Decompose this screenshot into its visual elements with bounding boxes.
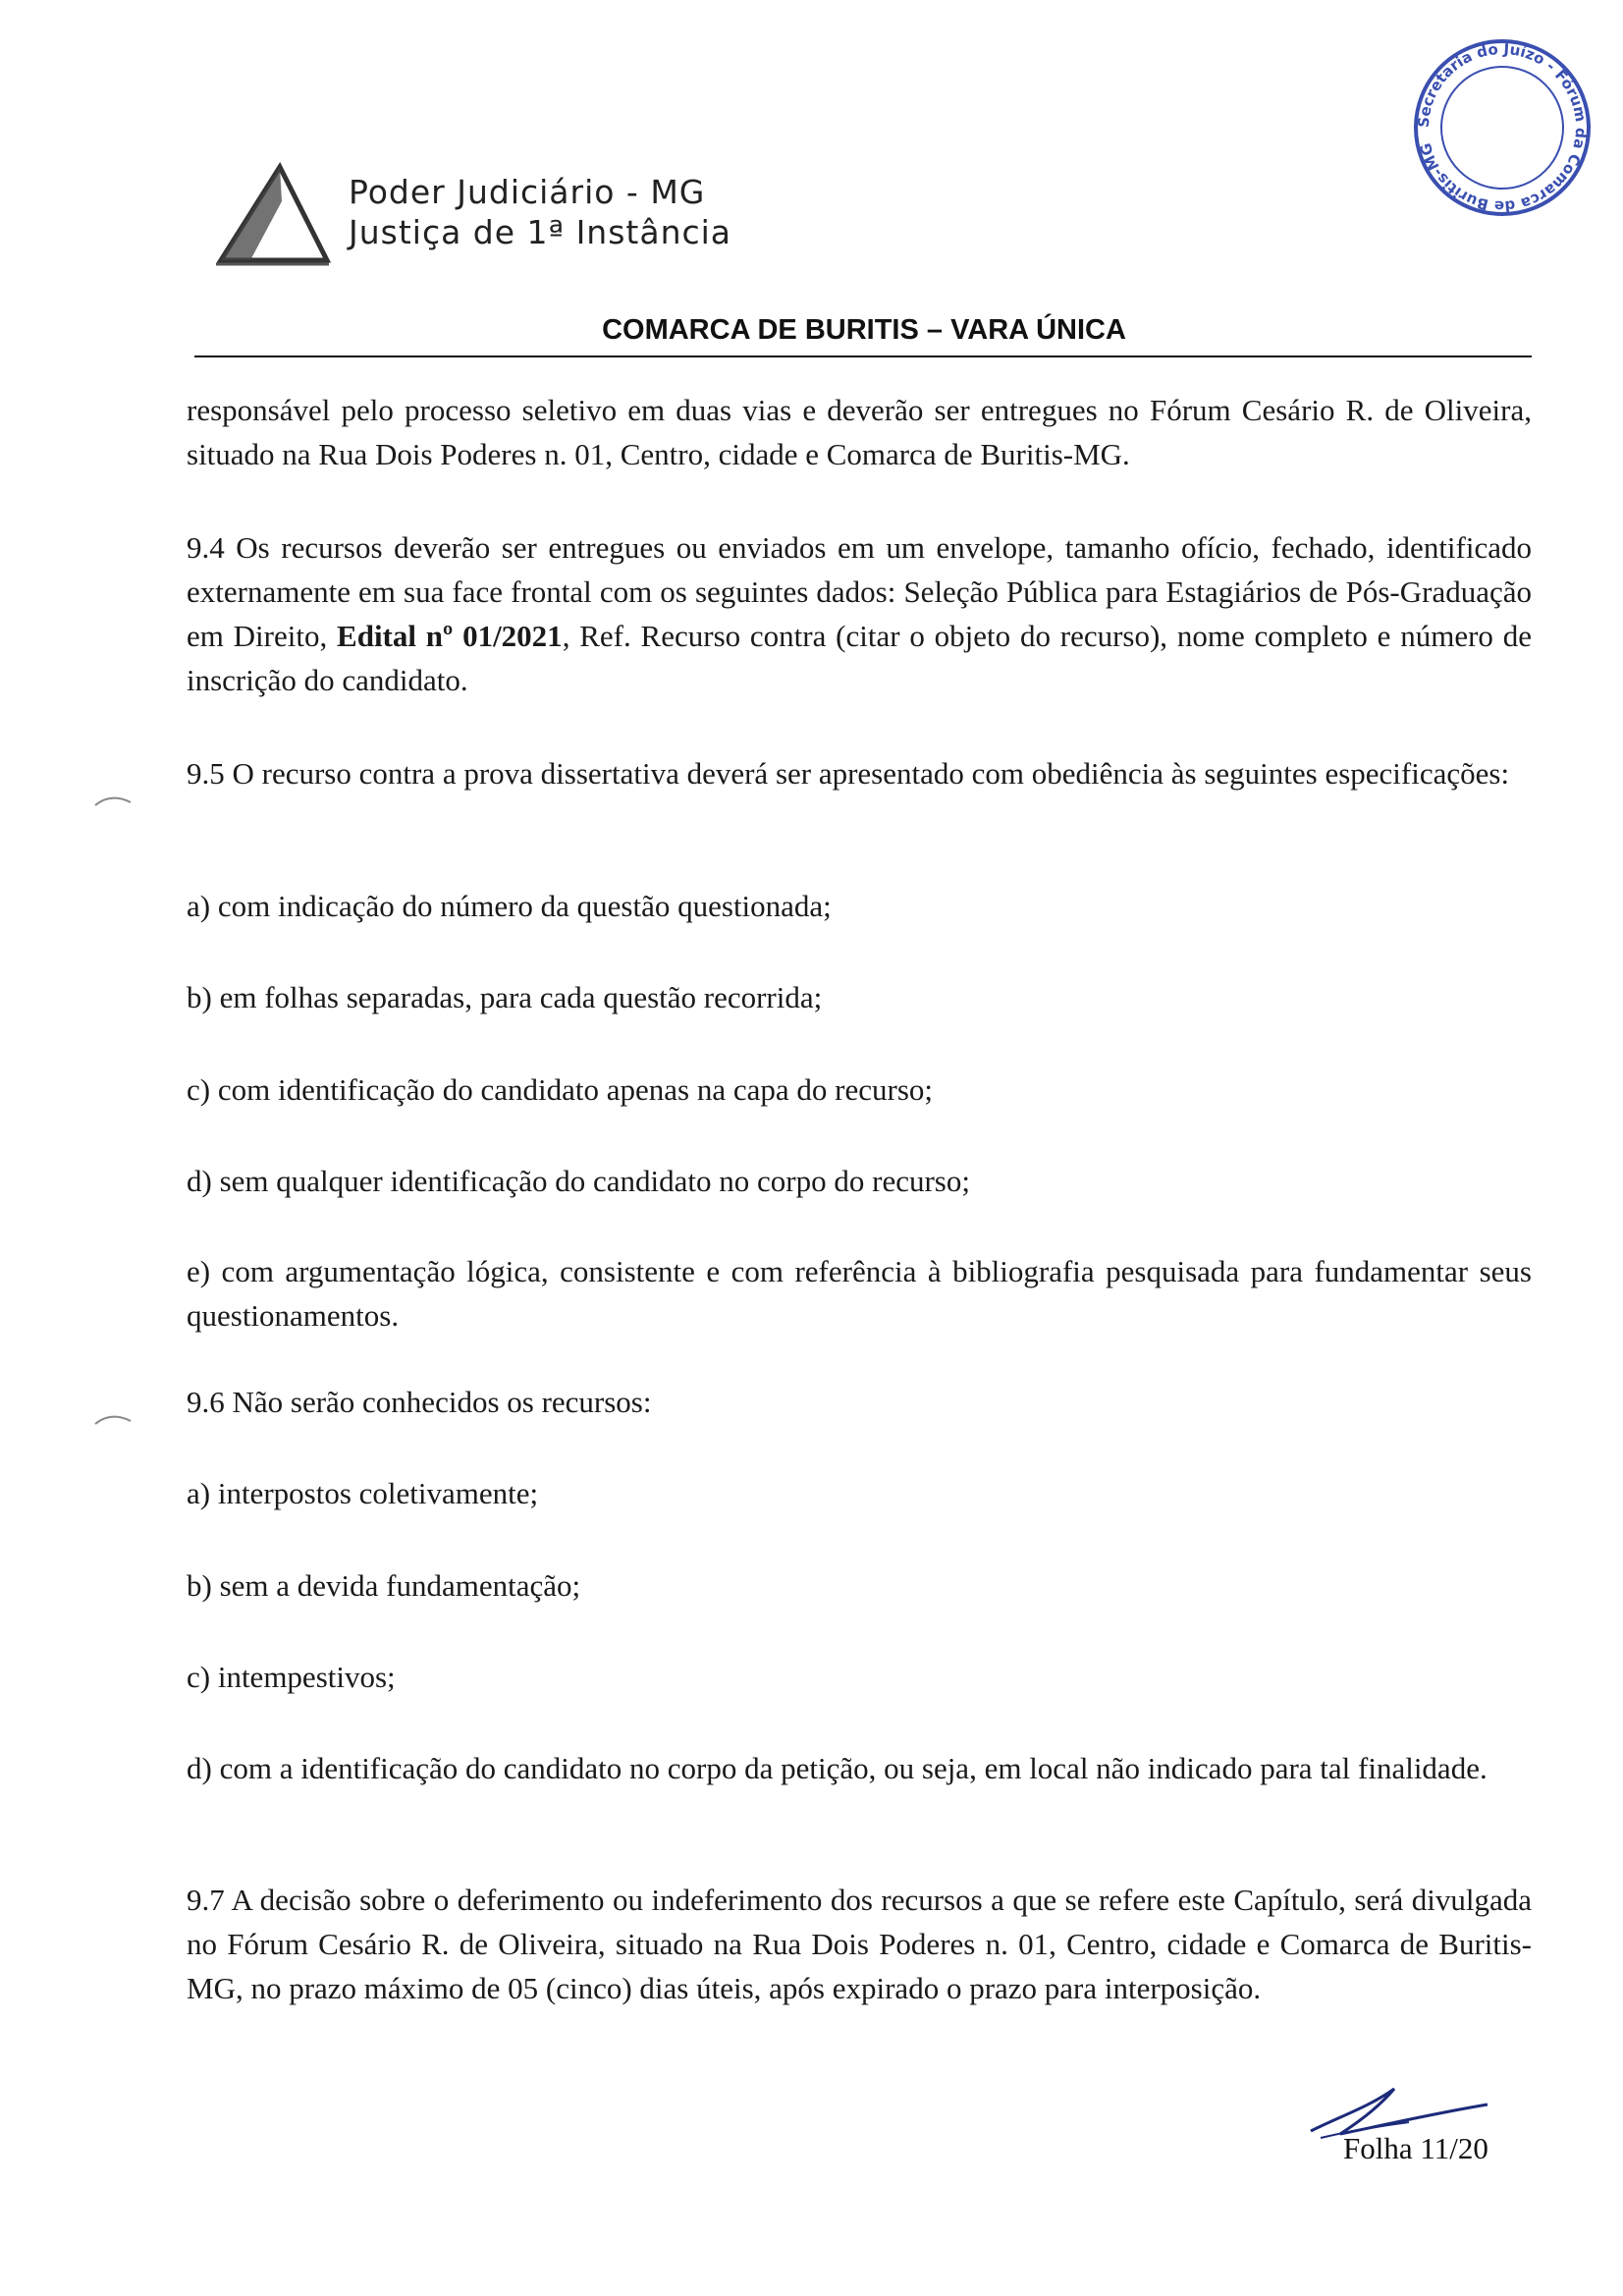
item-9-6-b: b) sem a devida fundamentação; xyxy=(187,1568,581,1603)
paragraph-9-4 xyxy=(187,525,1532,702)
official-stamp-icon xyxy=(1404,29,1600,226)
court-heading xyxy=(349,172,731,252)
item-9-5-e: e) com argumentação lógica, consistente e com referência à bibliografia pesquisada para fundamentar seus questionamentos. xyxy=(187,1254,1532,1333)
item-9-5-d: d) sem qualquer identificação do candidato no corpo do recurso; xyxy=(187,1164,970,1198)
court-name-line: Poder Judiciário - MG xyxy=(349,173,706,211)
comarca-title: COMARCA DE BURITIS – VARA ÚNICA xyxy=(602,314,1126,346)
paragraph-continuation: responsável pelo processo seletivo em duas vias e deverão ser entregues no Fórum Cesário R. de Oliveira, situado na Rua Dois Poderes n. 01, Centro, cidade e Comarca de Buritis-MG. xyxy=(187,393,1532,471)
edital-number: Edital nº 01/2021 xyxy=(337,619,563,653)
svg-text:Secretaria do Juízo - Fórum da: Secretaria do Juízo - Fórum da Comarca de Buritis-MG xyxy=(1414,39,1591,216)
court-instance-line: Justiça de 1ª Instância xyxy=(349,213,732,251)
paragraph-9-5: 9.5 O recurso contra a prova dissertativa deverá ser apresentado com obediência às seguintes especificações: xyxy=(187,756,1510,791)
judiciary-logo-icon xyxy=(211,162,334,270)
scan-mark-icon xyxy=(93,1409,133,1429)
paragraph-9-4-text-b: , Ref. Recurso contra (citar o objeto do recurso), nome completo e número de inscrição do candidato. xyxy=(187,619,1532,697)
item-9-6-d: d) com a identificação do candidato no corpo da petição, ou seja, em local não indicado para tal finalidade. xyxy=(187,1751,1488,1785)
header-divider xyxy=(194,355,1532,357)
item-9-5-c: c) com identificação do candidato apenas na capa do recurso; xyxy=(187,1072,933,1107)
paragraph-9-4-text-a: 9.4 Os recursos deverão ser entregues ou enviados em um envelope, tamanho ofício, fechado, identificado externamente em sua face frontal com os seguintes dados: Seleção Pública para Estagiários de Pós-Graduação em Direito, xyxy=(187,530,1532,653)
item-9-6-a: a) interpostos coletivamente; xyxy=(187,1476,539,1510)
scan-mark-icon xyxy=(93,791,133,810)
item-9-5-b: b) em folhas separadas, para cada questão recorrida; xyxy=(187,980,823,1014)
item-9-6-c: c) intempestivos; xyxy=(187,1660,396,1694)
paragraph-9-7: 9.7 A decisão sobre o deferimento ou indeferimento dos recursos a que se refere este Capítulo, será divulgada no Fórum Cesário R. de Oliveira, situado na Rua Dois Poderes n. 01, Centro, cidade e Comarca de Buritis-MG, no prazo máximo de 05 (cinco) dias úteis, após expirado o prazo para interposição. xyxy=(187,1883,1532,2005)
item-9-5-a: a) com indicação do número da questão questionada; xyxy=(187,889,832,923)
page-number: Folha 11/20 xyxy=(1343,2131,1488,2165)
paragraph-9-6: 9.6 Não serão conhecidos os recursos: xyxy=(187,1385,652,1419)
